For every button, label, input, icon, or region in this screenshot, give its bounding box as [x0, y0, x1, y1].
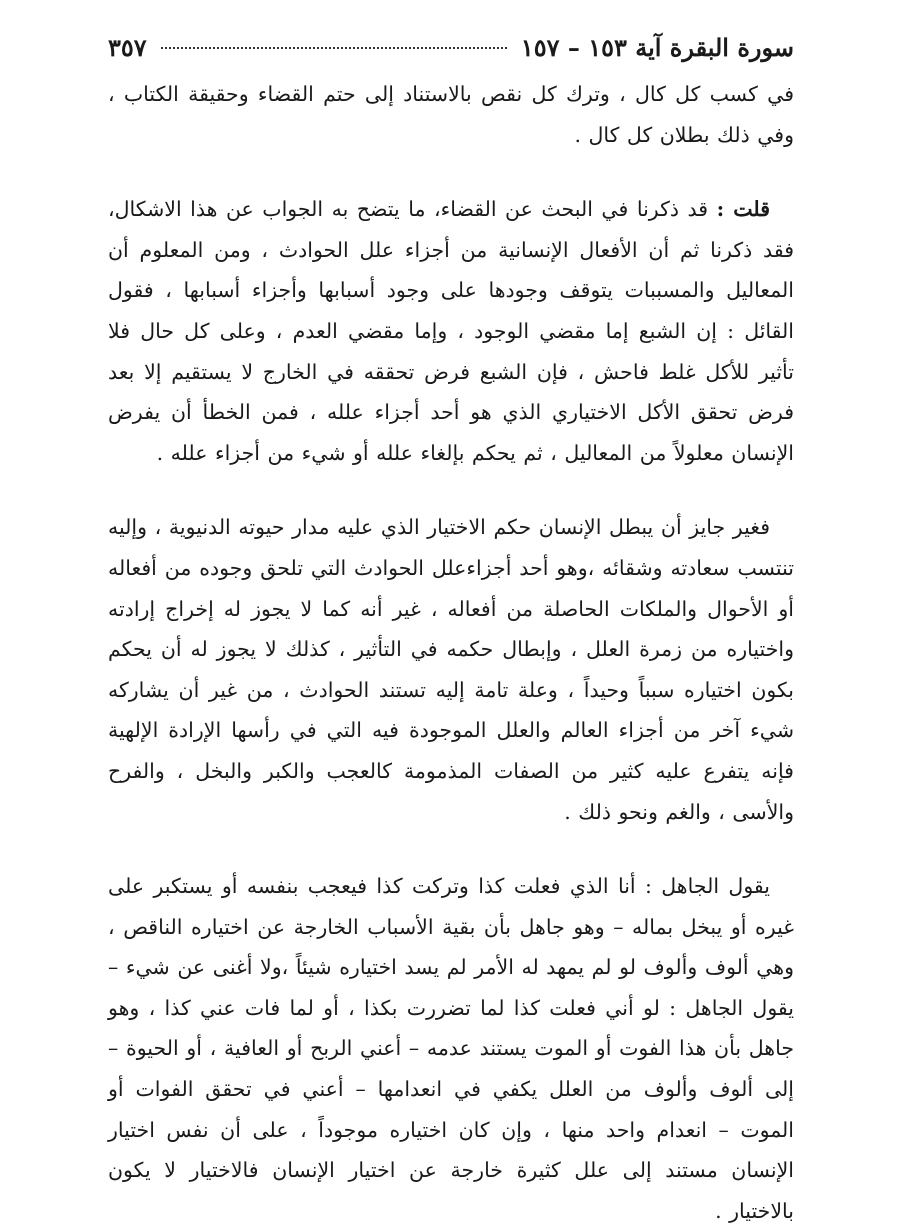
paragraph-4: [108, 866, 794, 1231]
paragraph-2-text: قد ذكرنا في البحث عن القضاء، ما يتضح به الجواب عن هذا الاشكال، فقد ذكرنا ثم أن الأفعال الإنسانية من أجزاء علل الحوادث ، ومن المعلوم أن المعاليل والمسببات يتوقف وجودها على وجود أسبابها وأجزاء أسبابها ، فقول القائل : إن الشبع إما مقضي الوجود ، وإما مقضي العدم ، وعلى كل حال فلا تأثير للأكل غلط فاحش ، فإن الشبع فرض تحققه في الخارج لا يستقيم إلا بعد فرض تحقق الأكل الاختياري الذي هو أحد أجزاء علله ، فمن الخطأ أن يفرض الإنسان معلولاً من المعاليل ، ثم يحكم بإلغاء علله أو شيء من أجزاء علله .: [108, 197, 794, 465]
paragraph-1: [108, 74, 794, 155]
paragraph-4-text: يقول الجاهل : أنا الذي فعلت كذا وتركت كذا فيعجب بنفسه أو يستكبر على غيره أو يبخل بماله – وهو جاهل بأن بقية الأسباب الخارجة عن اختياره الناقص ، وهي ألوف وألوف لو لم يمهد له الأمر لم يسد اختياره شيئاً ،ولا أغنى عن شيء – يقول الجاهل : لو أني فعلت كذا لما تضررت بكذا ، أو لما فات عني كذا ، وهو جاهل بأن هذا الفوت أو الموت يستند عدمه – أعني الربح أو العافية ، أو الحيوة – إلى ألوف وألوف من العلل يكفي في انعدامها – أعني في تحقق الفوات أو الموت – انعدام واحد منها ، وإن كان اختياره موجوداً ، على أن نفس اختيار الإنسان مستند إلى علل كثيرة خارجة عن اختيار الإنسان فالاختيار لا يكون بالاختيار .: [108, 874, 794, 1223]
paragraph-1-text: في كسب كل كال ، وترك كل نقص بالاستناد إلى حتم القضاء وحقيقة الكتاب ، وفي ذلك بطلان كل كال .: [108, 82, 794, 147]
running-title: سورة البقرة آية ١٥٣ – ١٥٧: [520, 33, 794, 62]
page-header: [108, 30, 794, 66]
header-dotted-rule: [161, 47, 507, 49]
paragraph-3-text: فغير جايز أن يبطل الإنسان حكم الاختيار الذي عليه مدار حيوته الدنيوية ، وإليه تنتسب سعادته وشقائه ،وهو أحد أجزاءعلل الحوادث التي تلحق وجوده من أفعاله أو الأحوال والملكات الحاصلة من أفعاله ، غير أنه كما لا يجوز له إخراج إرادته واختياره من زمرة العلل ، وإبطال حكمه في التأثير ، كذلك لا يجوز له أن يحكم بكون اختياره سبباً وحيداً ، وعلة تامة إليه تستند الحوادث ، من غير أن يشاركه شيء آخر من أجزاء العالم والعلل الموجودة فيه التي في رأسها الإرادة الإلهية فإنه يتفرع عليه كثير من الصفات المذمومة كالعجب والكبر والبخل ، والفرح والأسى ، والغم ونحو ذلك .: [108, 515, 794, 824]
paragraph-3: [108, 507, 794, 832]
paragraph-2: [108, 189, 794, 473]
page-body: [108, 74, 794, 1231]
page-number: ٣٥٧: [108, 33, 147, 62]
paragraph-2-lead: قلت :: [716, 197, 770, 222]
